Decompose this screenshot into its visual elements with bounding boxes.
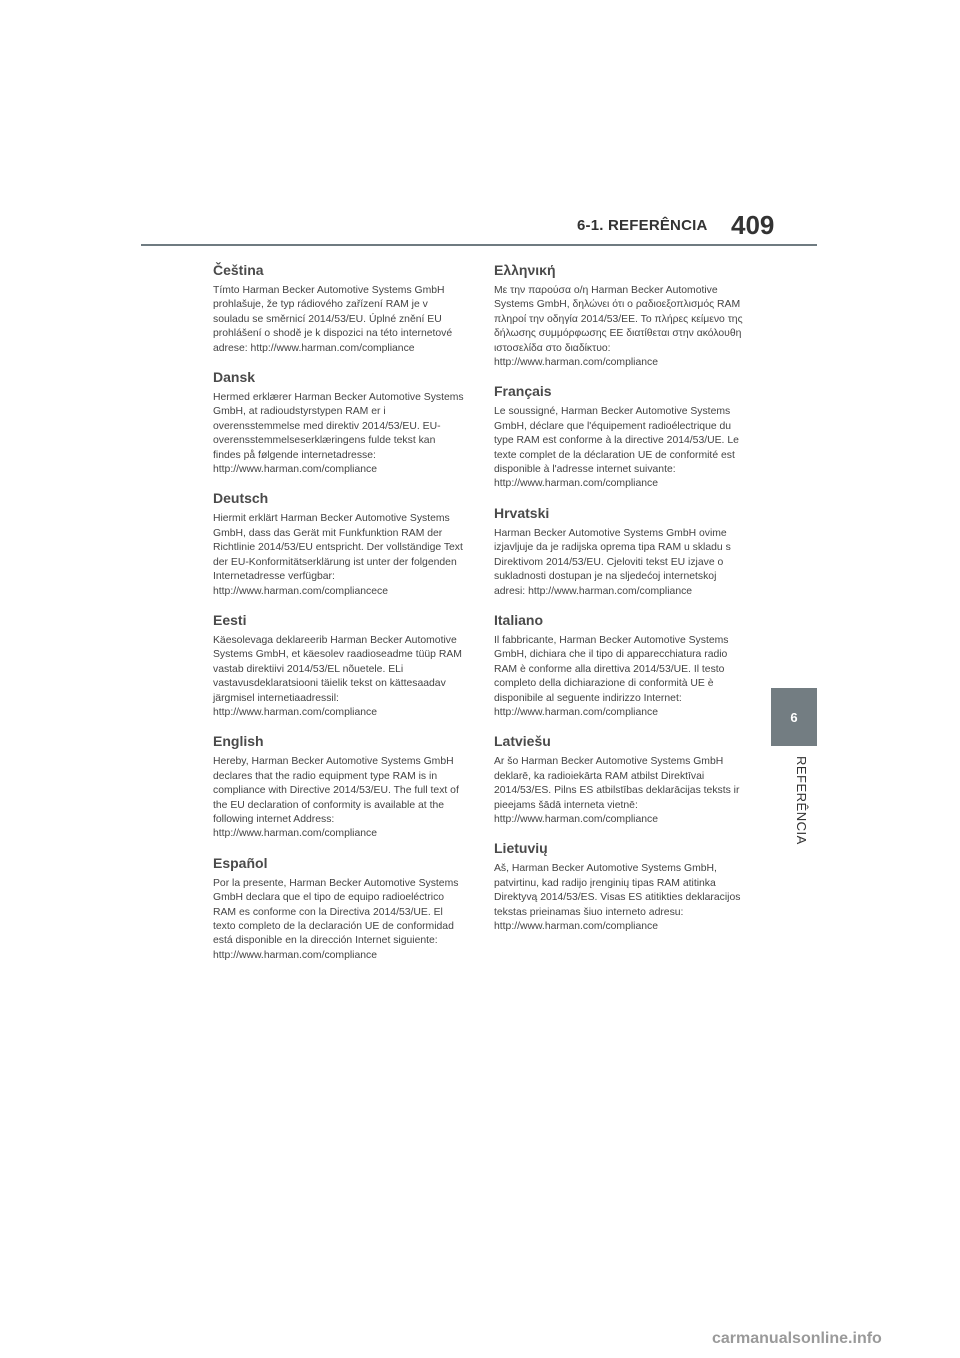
declaration-section-es <box>213 855 465 963</box>
section-body: Le soussigné, Harman Becker Automotive Systems GmbH, déclare que l'équipement radioélectrique du type RAM est conforme à la directive 2014/53/UE. Le texte complet de la déclaration UE de conformité est disponible à l'adresse internet suivante: http://www.harman.com/compliance <box>494 406 739 490</box>
chapter-tab: 6 <box>771 688 817 746</box>
chapter-side-label: REFERÊNCIA <box>794 756 809 845</box>
section-body: Käesolevaga deklareerib Harman Becker Automotive Systems GmbH, et käesolev raadioseadme tüüp RAM vastab direktiivi 2014/53/EL nõuetele. ELi vastavusdeklaratsiooni täielik tekst on kättesaadav järgmisel internetiaadressil: http://www.harman.com/compliance <box>213 634 462 718</box>
declaration-section-cs <box>213 262 465 356</box>
section-heading: Français <box>494 383 552 400</box>
section-heading: Italiano <box>494 611 544 628</box>
section-heading: English <box>213 733 264 750</box>
section-body: Por la presente, Harman Becker Automotive Systems GmbH declara que el tipo de equipo radioeléctrico RAM es conforme con la Directiva 2014/53/UE. El texto completo de la declaración UE de conformidad está disponible en la dirección Internet siguiente: http://www.harman.com/compliance <box>213 877 459 961</box>
section-body: Tímto Harman Becker Automotive Systems GmbH prohlašuje, že typ rádiového zařízení RAM je v souladu se směrnicí 2014/53/EU. Úplné znění EU prohlášení o shodě je k dispozici na této internetové adrese: http://www.harman.com/compliance <box>213 285 453 354</box>
declaration-section-it <box>494 612 746 720</box>
section-title: 6-1. REFERÊNCIA <box>577 217 708 234</box>
declaration-section-de <box>213 490 465 598</box>
section-heading: Eesti <box>213 611 247 628</box>
section-heading: Lietuvių <box>494 840 548 857</box>
section-heading: Español <box>213 854 268 871</box>
declaration-section-en <box>213 733 465 841</box>
declaration-section-el <box>494 262 746 370</box>
header-divider <box>141 244 817 246</box>
section-body: Harman Becker Automotive Systems GmbH ovime izjavljuje da je radijska oprema tipa RAM u skladu s Direktivom 2014/53/EU. Cjeloviti tekst EU izjave o sukladnosti dostupan je na sljedećoj internetskoj adresi: http://www.harman.com/compliance <box>494 527 731 597</box>
section-heading: Deutsch <box>213 490 269 507</box>
declaration-section-lv <box>494 733 746 827</box>
declaration-section-fr <box>494 383 746 491</box>
section-body: Hiermit erklärt Harman Becker Automotive Systems GmbH, dass das Gerät mit Funkfunktion RAM der Richtlinie 2014/53/EU entspricht. Der vollständige Text der EU-Konformitätserklärung ist unter der folgenden Internetadresse verfügbar: http://www.harman.com/compliancece <box>213 513 463 597</box>
declaration-section-et <box>213 612 465 720</box>
section-body: Hereby, Harman Becker Automotive Systems GmbH declares that the radio equipment type RAM is in compliance with Directive 2014/53/EU. The full text of the EU declaration of conformity is available at the following internet Address: http://www.harman.com/compliance <box>213 756 459 840</box>
section-heading: Hrvatski <box>494 504 550 521</box>
watermark: carmanualsonline.info <box>712 1330 882 1347</box>
section-heading: Ελληνική <box>494 262 556 278</box>
right-column <box>494 262 746 947</box>
page-number: 409 <box>731 210 775 240</box>
section-heading: Latviešu <box>494 733 551 750</box>
section-heading: Dansk <box>213 369 256 386</box>
declaration-section-lt <box>494 840 746 934</box>
declaration-section-da <box>213 369 465 477</box>
section-body: Hermed erklærer Harman Becker Automotive Systems GmbH, at radioudstyrstypen RAM er i overensstemmelse med direktiv 2014/53/EU. EU-overensstemmelseserklæringens fulde tekst kan findes på følgende internetadresse: http://www.harman.com/compliance <box>213 392 464 476</box>
left-column <box>213 262 465 976</box>
section-body: Ar šo Harman Becker Automotive Systems GmbH deklarē, ka radioiekārta RAM atbilst Direktīvai 2014/53/ES. Pilns ES atbilstības deklarācijas teksts ir pieejams šādā interneta vietnē: http://www.harman.com/compliance <box>494 756 740 825</box>
declaration-section-hr <box>494 505 746 599</box>
section-body: Με την παρούσα ο/η Harman Becker Automotive Systems GmbH, δηλώνει ότι ο ραδιοεξοπλισμός RAM πληροί την οδηγία 2014/53/ΕΕ. Το πλήρες κείμενο της δήλωσης συμμόρφωσης ΕΕ διατίθεται στην ακόλουθη ιστοσελίδα στο διαδίκτυο: http://www.harman.com/compliance <box>494 285 743 369</box>
section-heading: Čeština <box>213 262 264 278</box>
section-body: Il fabbricante, Harman Becker Automotive Systems GmbH, dichiara che il tipo di apparecchiatura radio RAM è conforme alla direttiva 2014/53/UE. Il testo completo della dichiarazione di conformità UE è disponibile al seguente indirizzo Internet: http://www.harman.com/compliance <box>494 634 729 718</box>
section-body: Aš, Harman Becker Automotive Systems GmbH, patvirtinu, kad radijo įrenginių tipas RAM atitinka Direktyvą 2014/53/ES. Visas ES atitikties deklaracijos tekstas prieinamas šiuo interneto adresu: http://www.harman.com/compliance <box>494 863 741 932</box>
